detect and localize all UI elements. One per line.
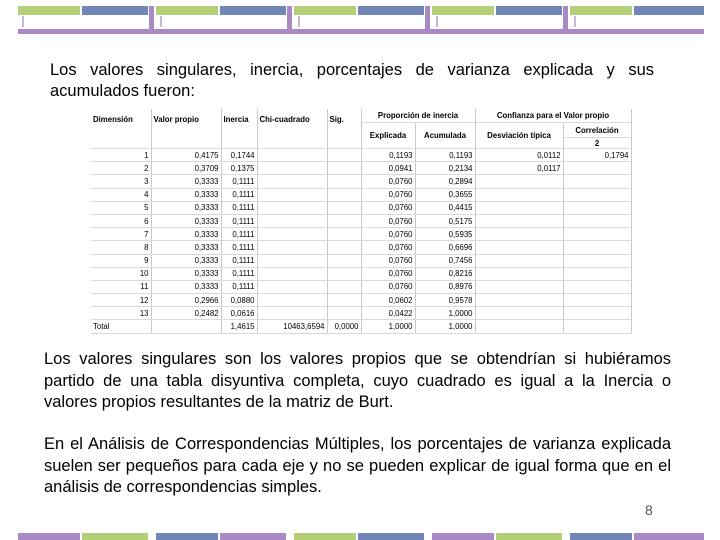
row-acumulada: 0,5175 [415, 214, 475, 227]
band-white-panel [574, 16, 700, 27]
row-valor-propio: 0,3333 [151, 241, 221, 254]
row-acumulada: 0,5935 [415, 228, 475, 241]
table-body [91, 149, 631, 320]
band-segment-green [570, 6, 632, 15]
row-valor-propio: 0,3333 [151, 175, 221, 188]
row-dimension: 5 [91, 201, 151, 214]
band-segment-blue [82, 6, 148, 15]
row-sig [327, 254, 361, 267]
row-desviacion-tipica: 0,0117 [475, 162, 563, 175]
row-inercia: 0,1111 [221, 228, 257, 241]
row-correlacion [563, 201, 631, 214]
row-explicada: 0,0760 [361, 175, 415, 188]
row-acumulada: 0,8976 [415, 280, 475, 293]
row-explicada: 0,0602 [361, 294, 415, 307]
total-valor-propio [151, 320, 221, 333]
row-dimension: 6 [91, 214, 151, 227]
row-acumulada: 0,7456 [415, 254, 475, 267]
row-valor-propio: 0,3333 [151, 214, 221, 227]
row-inercia: 0,1111 [221, 188, 257, 201]
row-chi-cuadrado [257, 188, 327, 201]
row-explicada: 0,0760 [361, 214, 415, 227]
row-valor-propio: 0,3333 [151, 254, 221, 267]
row-acumulada: 0,6696 [415, 241, 475, 254]
header-inercia: Inercia [221, 109, 257, 149]
row-dimension: 10 [91, 267, 151, 280]
header-chi-cuadrado: Chi-cuadrado [257, 109, 327, 149]
row-desviacion-tipica [475, 280, 563, 293]
row-valor-propio: 0,3333 [151, 228, 221, 241]
row-desviacion-tipica [475, 307, 563, 320]
table-row [91, 162, 631, 175]
singular-values-table [91, 109, 632, 334]
row-desviacion-tipica [475, 294, 563, 307]
band-white-panel [298, 16, 424, 27]
total-explicada: 1,0000 [361, 320, 415, 333]
row-valor-propio: 0,3333 [151, 280, 221, 293]
row-correlacion [563, 175, 631, 188]
row-dimension: 8 [91, 241, 151, 254]
row-acumulada: 0,2134 [415, 162, 475, 175]
table-row [91, 175, 631, 188]
row-inercia: 0,1111 [221, 201, 257, 214]
band-segment-purple [18, 533, 80, 540]
table-row [91, 228, 631, 241]
row-inercia: 0,1111 [221, 280, 257, 293]
row-dimension: 11 [91, 280, 151, 293]
row-sig [327, 267, 361, 280]
row-chi-cuadrado [257, 201, 327, 214]
row-acumulada: 0,9578 [415, 294, 475, 307]
row-valor-propio: 0,3333 [151, 188, 221, 201]
row-inercia: 0,1375 [221, 162, 257, 175]
row-chi-cuadrado [257, 214, 327, 227]
total-desviacion [475, 320, 563, 333]
band-segment-blue [358, 6, 424, 15]
row-chi-cuadrado [257, 267, 327, 280]
band-segment-blue [570, 533, 632, 540]
header-correlacion-sub: 2 [563, 138, 631, 149]
row-correlacion [563, 228, 631, 241]
band-lower-purple [18, 29, 704, 34]
row-dimension: 9 [91, 254, 151, 267]
row-dimension: 13 [91, 307, 151, 320]
row-dimension: 4 [91, 188, 151, 201]
row-correlacion [563, 254, 631, 267]
row-correlacion [563, 162, 631, 175]
row-sig [327, 149, 361, 162]
row-explicada: 0,0760 [361, 188, 415, 201]
row-chi-cuadrado [257, 228, 327, 241]
row-desviacion-tipica [475, 188, 563, 201]
row-acumulada: 0,1193 [415, 149, 475, 162]
row-explicada: 0,1193 [361, 149, 415, 162]
header-acumulada: Acumulada [415, 123, 475, 149]
table-total-row [91, 320, 631, 333]
intro-text: Los valores singulares, inercia, porcentajes de varianza explicada y sus acumulados fueron: [50, 61, 654, 100]
row-explicada: 0,0760 [361, 228, 415, 241]
row-sig [327, 294, 361, 307]
table-row [91, 307, 631, 320]
band-segment-blue [156, 533, 218, 540]
row-inercia: 0,0880 [221, 294, 257, 307]
row-sig [327, 162, 361, 175]
band-white-panel [160, 16, 286, 27]
row-inercia: 0,1111 [221, 254, 257, 267]
row-correlacion [563, 267, 631, 280]
table-row [91, 188, 631, 201]
row-valor-propio: 0,2966 [151, 294, 221, 307]
row-chi-cuadrado [257, 241, 327, 254]
row-explicada: 0,0760 [361, 267, 415, 280]
row-inercia: 0,1111 [221, 267, 257, 280]
row-inercia: 0,0616 [221, 307, 257, 320]
band-segment-blue [220, 6, 286, 15]
row-valor-propio: 0,2482 [151, 307, 221, 320]
band-segment-blue [358, 533, 424, 540]
row-explicada: 0,0760 [361, 280, 415, 293]
band-segment-purple [634, 533, 704, 540]
band-segment-green [156, 6, 218, 15]
row-sig [327, 241, 361, 254]
row-desviacion-tipica [475, 214, 563, 227]
band-segment-blue [634, 6, 704, 15]
row-acumulada: 0,8216 [415, 267, 475, 280]
row-sig [327, 214, 361, 227]
row-valor-propio: 0,3709 [151, 162, 221, 175]
table-row [91, 214, 631, 227]
row-desviacion-tipica [475, 228, 563, 241]
header-confianza-valor-propio: Confianza para el Valor propio [475, 109, 631, 123]
row-dimension: 2 [91, 162, 151, 175]
row-explicada: 0,0941 [361, 162, 415, 175]
header-sig: Sig. [327, 109, 361, 149]
band-segment-purple [220, 533, 286, 540]
row-chi-cuadrado [257, 149, 327, 162]
row-inercia: 0,1111 [221, 175, 257, 188]
row-acumulada: 0,2894 [415, 175, 475, 188]
band-segment-green [432, 6, 494, 15]
table-row [91, 254, 631, 267]
table-row [91, 267, 631, 280]
row-desviacion-tipica [475, 175, 563, 188]
band-segment-green [294, 6, 356, 15]
row-desviacion-tipica: 0,0112 [475, 149, 563, 162]
paragraph-singular-values: Los valores singulares son los valores propios que se obtendrían si hubiéramos partido de una tabla disyuntiva completa, cuyo cuadrado es igual a la Inercia o valores propios resultantes de la matriz de Burt. [44, 350, 671, 411]
top-decorative-band [18, 6, 704, 34]
total-chi-cuadrado: 10463,6594 [257, 320, 327, 333]
row-desviacion-tipica [475, 201, 563, 214]
table-row [91, 201, 631, 214]
row-correlacion: 0,1794 [563, 149, 631, 162]
paragraph-acm-percentages: En el Análisis de Correspondencias Múltiples, los porcentajes de varianza explicada suelen ser pequeños para cada eje y no se pueden explicar de igual forma que en el análisis de correspondencias simples. [44, 435, 671, 496]
row-sig [327, 228, 361, 241]
row-desviacion-tipica [475, 241, 563, 254]
row-sig [327, 175, 361, 188]
header-explicada: Explicada [361, 123, 415, 149]
band-segment-blue [496, 6, 562, 15]
header-correlacion: Correlación [563, 123, 631, 138]
row-explicada: 0,0422 [361, 307, 415, 320]
row-correlacion [563, 280, 631, 293]
row-correlacion [563, 214, 631, 227]
row-valor-propio: 0,4175 [151, 149, 221, 162]
row-correlacion [563, 241, 631, 254]
row-chi-cuadrado [257, 254, 327, 267]
results-table [91, 109, 631, 338]
row-chi-cuadrado [257, 307, 327, 320]
table-row [91, 280, 631, 293]
row-inercia: 0,1111 [221, 241, 257, 254]
band-white-panel [436, 16, 562, 27]
row-desviacion-tipica [475, 254, 563, 267]
row-sig [327, 280, 361, 293]
row-correlacion [563, 188, 631, 201]
band-segment-purple [432, 533, 494, 540]
header-desviacion-tipica: Desviación típica [475, 123, 563, 149]
band-segment-green [18, 6, 80, 15]
total-label: Total [91, 320, 151, 333]
total-sig: 0,0000 [327, 320, 361, 333]
row-chi-cuadrado [257, 162, 327, 175]
band-segment-green [294, 533, 356, 540]
table-row [91, 241, 631, 254]
band-segment-green [496, 533, 562, 540]
total-acumulada: 1,0000 [415, 320, 475, 333]
row-correlacion [563, 307, 631, 320]
row-desviacion-tipica [475, 267, 563, 280]
row-chi-cuadrado [257, 175, 327, 188]
total-correlacion [563, 320, 631, 333]
band-white-panel [22, 16, 148, 27]
row-inercia: 0,1111 [221, 214, 257, 227]
row-explicada: 0,0760 [361, 254, 415, 267]
header-proporcion-inercia: Proporción de inercia [361, 109, 475, 123]
total-inercia: 1,4615 [221, 320, 257, 333]
table-row [91, 294, 631, 307]
row-correlacion [563, 294, 631, 307]
table-row [91, 149, 631, 162]
header-dimension: Dimensión [91, 109, 151, 149]
row-valor-propio: 0,3333 [151, 267, 221, 280]
row-dimension: 7 [91, 228, 151, 241]
row-sig [327, 188, 361, 201]
row-acumulada: 0,4415 [415, 201, 475, 214]
bottom-decorative-band [18, 533, 704, 540]
row-explicada: 0,0760 [361, 201, 415, 214]
row-dimension: 1 [91, 149, 151, 162]
row-dimension: 3 [91, 175, 151, 188]
page-number: 8 [645, 502, 653, 518]
row-sig [327, 201, 361, 214]
row-explicada: 0,0760 [361, 241, 415, 254]
row-inercia: 0,1744 [221, 149, 257, 162]
row-chi-cuadrado [257, 280, 327, 293]
row-acumulada: 1,0000 [415, 307, 475, 320]
row-valor-propio: 0,3333 [151, 201, 221, 214]
row-dimension: 12 [91, 294, 151, 307]
band-segment-green [82, 533, 148, 540]
row-sig [327, 307, 361, 320]
header-valor-propio: Valor propio [151, 109, 221, 149]
row-acumulada: 0,3655 [415, 188, 475, 201]
row-chi-cuadrado [257, 294, 327, 307]
